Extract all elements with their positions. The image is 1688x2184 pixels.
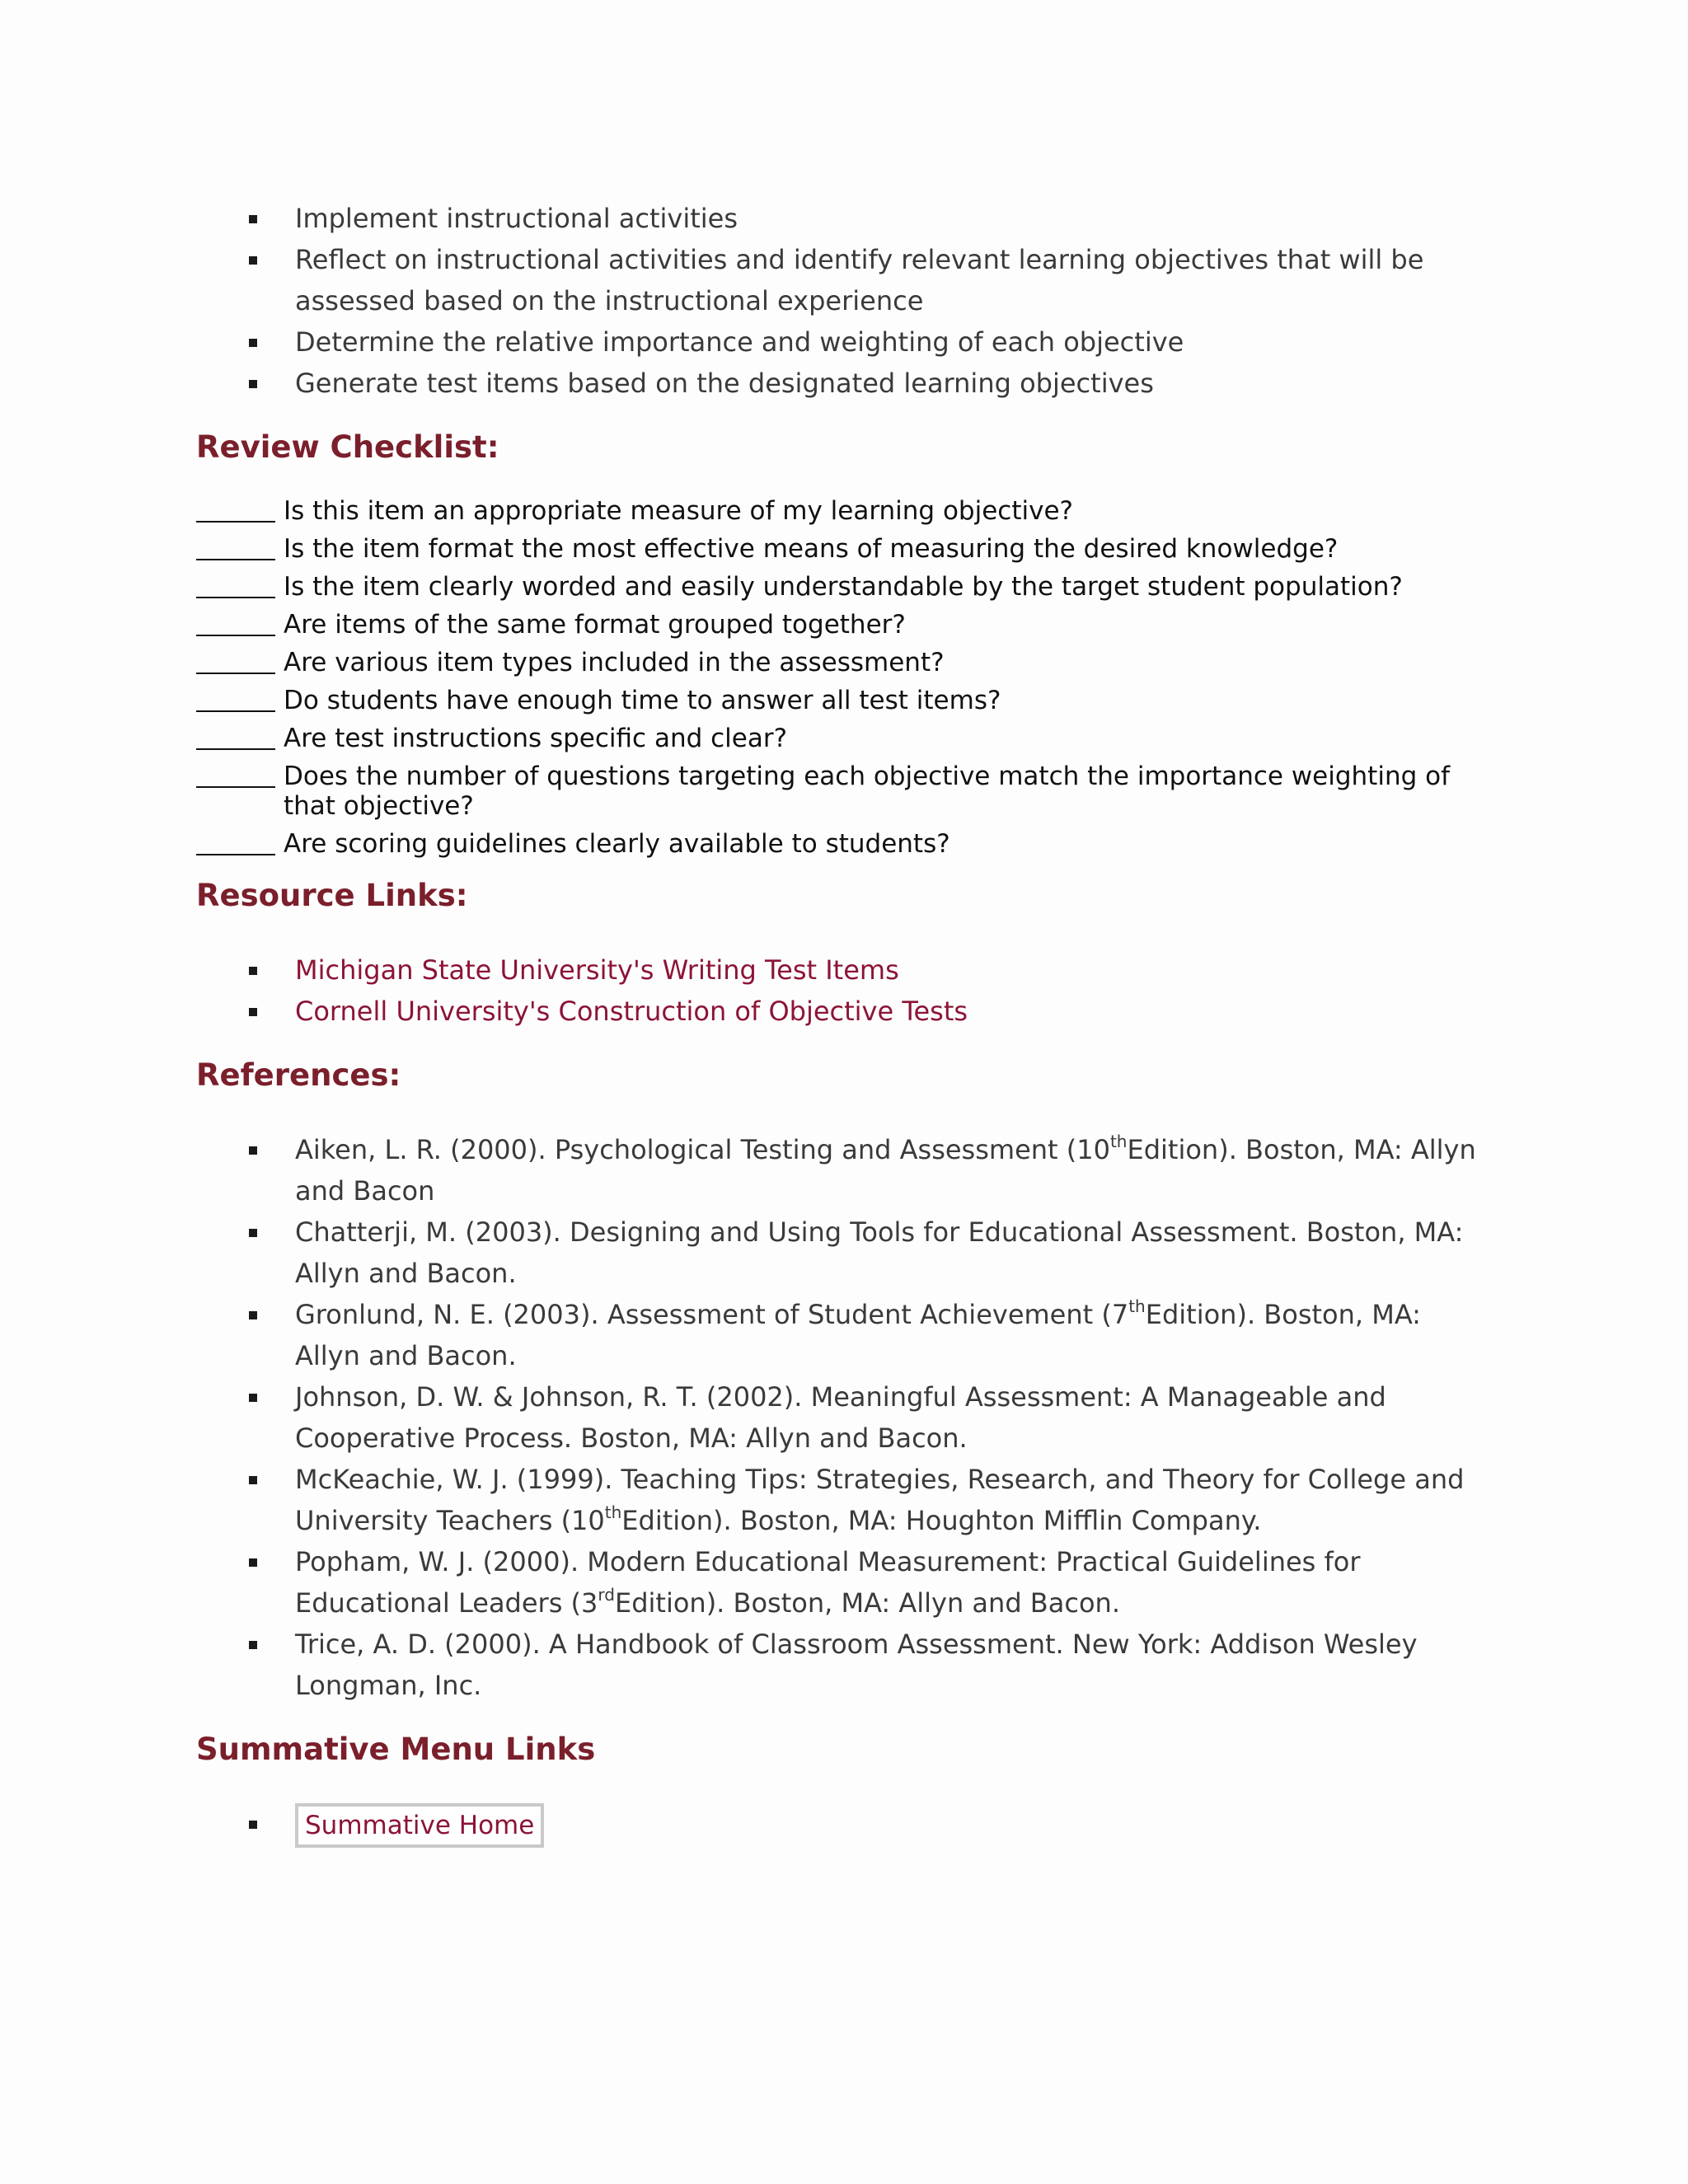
list-item	[196, 949, 1482, 991]
checklist-text: Does the number of questions targeting each objective match the importance weighting of that objective?	[284, 762, 1451, 821]
reference-text: Popham, W. J. (2000). Modern Educational Measurement: Practical Guidelines for Educational Leaders (3	[295, 1546, 1361, 1619]
list-item: Implement instructional activities	[196, 198, 1482, 239]
checklist-blank-line	[196, 686, 275, 712]
reference-superscript: th	[1109, 1132, 1128, 1151]
checklist-blank-line	[196, 534, 275, 560]
cornell-objective-tests-link[interactable]: Cornell University's Construction of Objective Tests	[295, 996, 968, 1027]
summative-menu-list	[196, 1803, 1482, 1848]
checklist-text: Is the item clearly worded and easily understandable by the target student population?	[284, 572, 1403, 602]
checklist-item	[196, 829, 1482, 859]
reference-item	[196, 1129, 1482, 1212]
reference-item	[196, 1212, 1482, 1294]
reference-text: Gronlund, N. E. (2003). Assessment of Student Achievement (7	[295, 1299, 1129, 1330]
checklist-item	[196, 534, 1482, 564]
reference-superscript: th	[604, 1502, 622, 1522]
reference-item	[196, 1541, 1482, 1624]
review-checklist-heading: Review Checklist:	[196, 429, 499, 465]
checklist-text: Do students have enough time to answer all test items?	[284, 686, 1001, 715]
resource-links-list	[196, 949, 1482, 1032]
reference-superscript: rd	[598, 1585, 615, 1605]
reference-item	[196, 1459, 1482, 1541]
summative-home-button[interactable]: Summative Home	[295, 1803, 544, 1848]
checklist-text: Is the item format the most effective means of measuring the desired knowledge?	[284, 534, 1339, 564]
checklist-text: Are scoring guidelines clearly available to students?	[284, 829, 950, 859]
checklist-item	[196, 762, 1482, 821]
msu-writing-test-items-link[interactable]: Michigan State University's Writing Test Items	[295, 954, 899, 986]
checklist-text: Are items of the same format grouped together?	[284, 610, 906, 640]
resource-links-heading: Resource Links:	[196, 878, 468, 913]
reference-item	[196, 1294, 1482, 1376]
reference-text: Aiken, L. R. (2000). Psychological Testing and Assessment (10	[295, 1134, 1110, 1165]
list-item	[196, 991, 1482, 1032]
reference-text-continued: Edition). Boston, MA: Allyn and Bacon	[295, 1134, 1476, 1207]
checklist-text: Are various item types included in the assessment?	[284, 648, 945, 677]
list-item: Determine the relative importance and weighting of each objective	[196, 321, 1482, 363]
checklist-item	[196, 648, 1482, 677]
reference-text-continued: Edition). Boston, MA: Allyn and Bacon.	[295, 1299, 1421, 1371]
reference-superscript: th	[1128, 1296, 1146, 1316]
reference-text: Trice, A. D. (2000). A Handbook of Classroom Assessment. New York: Addison Wesley Longman, Inc.	[295, 1629, 1418, 1701]
checklist-blank-line	[196, 724, 275, 750]
checklist-item	[196, 724, 1482, 753]
reference-item	[196, 1376, 1482, 1459]
list-item	[196, 1803, 1482, 1848]
checklist-item	[196, 686, 1482, 715]
checklist-blank-line	[196, 572, 275, 598]
checklist-text: Are test instructions specific and clear?	[284, 724, 788, 753]
checklist-blank-line	[196, 648, 275, 674]
checklist-item	[196, 572, 1482, 602]
list-item: Reflect on instructional activities and identify relevant learning objectives that will be assessed based on the instructional experience	[196, 239, 1482, 321]
reference-text: Chatterji, M. (2003). Designing and Using Tools for Educational Assessment. Boston, MA: Allyn and Bacon.	[295, 1216, 1464, 1289]
reference-item	[196, 1624, 1482, 1706]
references-list	[196, 1129, 1482, 1706]
checklist-blank-line	[196, 762, 275, 788]
references-heading: References:	[196, 1057, 401, 1093]
checklist-item	[196, 610, 1482, 640]
document-page	[196, 198, 1482, 1848]
checklist-blank-line	[196, 610, 275, 636]
reference-text: McKeachie, W. J. (1999). Teaching Tips: Strategies, Research, and Theory for College and University Teachers (10	[295, 1464, 1465, 1536]
review-checklist	[196, 496, 1482, 859]
checklist-text: Is this item an appropriate measure of my learning objective?	[284, 496, 1073, 526]
summative-menu-heading: Summative Menu Links	[196, 1732, 596, 1767]
reference-text-continued: Edition). Boston, MA: Allyn and Bacon.	[614, 1587, 1120, 1619]
checklist-blank-line	[196, 829, 275, 855]
reference-text-continued: Edition). Boston, MA: Houghton Mifflin Company.	[621, 1505, 1262, 1536]
checklist-item	[196, 496, 1482, 526]
checklist-blank-line	[196, 496, 275, 523]
steps-list	[196, 198, 1482, 404]
list-item: Generate test items based on the designated learning objectives	[196, 363, 1482, 404]
reference-text: Johnson, D. W. & Johnson, R. T. (2002). Meaningful Assessment: A Manageable and Cooperative Process. Boston, MA: Allyn and Bacon.	[295, 1381, 1386, 1454]
